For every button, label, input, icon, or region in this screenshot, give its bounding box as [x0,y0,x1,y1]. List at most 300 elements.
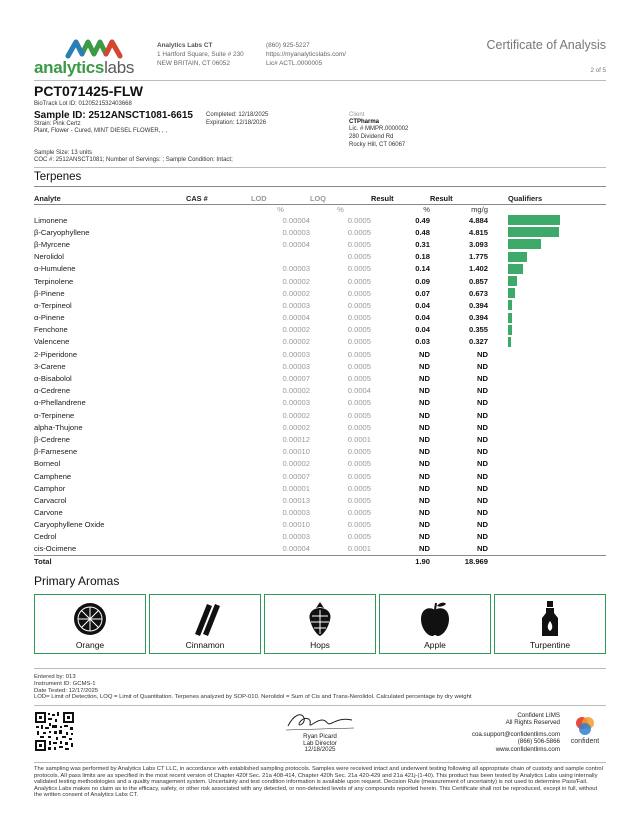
lod-cell: 0.00002 [282,459,310,469]
legend-note: LOD= Limit of Detection, LOQ = Limit of Quantitation. Terpenes analyzed by SOP-010. Nerolidol = Sum of Cis and Trans-Nerolidol. Calculated percentage by dry weight [34,694,472,701]
header-qualifiers: Qualifiers [488,193,606,204]
lod-cell: 0.00001 [282,483,310,493]
result-pct-cell: ND [419,532,430,542]
result-mg-cell: 0.673 [468,288,488,298]
lod-cell: 0.00002 [282,276,310,286]
unit-loq: % [337,204,344,214]
loq-cell: 0.0005 [347,313,371,323]
lims-url[interactable]: www.confidentlims.com [495,745,560,753]
cas-cell [186,494,251,506]
analyte-cell: Carvone [34,508,63,518]
result-mg-cell: ND [477,471,488,481]
analyte-cell: Fenchone [34,325,68,335]
result-mg-cell: 4.815 [468,227,488,237]
cas-cell [186,543,251,555]
qualifier-cell [488,251,606,263]
aroma-card-turpentine [494,594,606,654]
qualifier-cell [488,507,606,519]
result-pct-cell: ND [419,410,430,420]
analyte-cell: Borneol [34,459,61,469]
lod-cell: 0.00010 [282,520,310,530]
aroma-label: Hops [310,640,330,650]
qualifier-cell [488,312,606,324]
qualifier-cell [488,372,606,384]
lab-contact [266,41,346,68]
table-row [34,372,606,384]
cas-cell [186,348,251,360]
sample-id: Sample ID: 2512ANSCT1081-6615 [34,110,193,121]
signature-text [270,734,370,754]
result-pct-cell: 0.48 [415,227,430,237]
result-bar [508,276,517,286]
loq-cell: 0.0005 [347,252,371,262]
qualifier-cell [488,543,606,555]
qualifier-cell [488,458,606,470]
result-bar [508,215,560,225]
cas-cell [186,214,251,226]
result-pct-cell: 0.03 [415,337,430,347]
table-row [34,251,606,263]
units-row [34,204,606,214]
total-mg: 18.969 [430,555,488,567]
table-row [34,385,606,397]
lod-cell: 0.00003 [282,349,310,359]
cas-cell [186,397,251,409]
table-row [34,287,606,299]
table-row [34,543,606,555]
cas-cell [186,470,251,482]
result-mg-cell: 1.402 [468,264,488,274]
divider [34,186,606,187]
result-mg-cell: 1.775 [468,252,488,262]
result-bar [508,264,523,274]
cas-cell [186,482,251,494]
cas-cell [186,458,251,470]
result-pct-cell: 0.04 [415,325,430,335]
lod-cell: 0.00003 [282,398,310,408]
lod-cell: 0.00003 [282,264,310,274]
qualifier-cell [488,397,606,409]
header-result-pct: Result [371,193,430,204]
result-pct-cell: 0.04 [415,300,430,310]
header-result-mg: Result [430,193,488,204]
table-row [34,226,606,238]
result-pct-cell: ND [419,520,430,530]
result-pct-cell: ND [419,374,430,384]
page-number: 2 of 5 [590,67,606,74]
qualifier-cell [488,299,606,311]
table-row [34,238,606,250]
table-row [34,421,606,433]
loq-cell: 0.0005 [347,361,371,371]
qualifier-cell [488,421,606,433]
completed-date: Completed: 12/18/2025 [206,112,269,118]
qualifier-cell [488,324,606,336]
aroma-label: Apple [424,640,446,650]
table-row [34,482,606,494]
loq-cell: 0.0005 [347,337,371,347]
lod-cell: 0.00003 [282,300,310,310]
cas-cell [186,299,251,311]
result-pct-cell: ND [419,422,430,432]
analyte-cell: 3-Carene [34,361,66,371]
analyte-cell: Nerolidol [34,252,64,262]
coc-info: COC #: 2512ANSCT1081; Number of Servings: ; Sample Condition: Intact; [34,157,233,163]
signer-name: Ryan Picard [303,733,337,740]
lims-name: Confident LIMS [517,712,560,719]
loq-cell: 0.0004 [347,386,371,396]
result-mg-cell: ND [477,374,488,384]
apple-icon [415,600,455,638]
loq-cell: 0.0005 [347,215,371,225]
lod-cell: 0.00002 [282,386,310,396]
qualifier-cell [488,482,606,494]
lod-cell: 0.00002 [282,288,310,298]
total-loq [310,555,371,567]
strain: Strain: Pink Certz [34,121,81,127]
lims-email[interactable]: coa.support@confidentlims.com [471,730,560,738]
cas-cell [186,226,251,238]
result-pct-cell: ND [419,398,430,408]
lod-cell: 0.00004 [282,239,310,249]
loq-cell: 0.0005 [347,374,371,384]
qualifier-cell [488,494,606,506]
lab-phone: (860) 925-5227 [266,42,310,49]
lod-cell: 0.00004 [282,313,310,323]
lod-cell: 0.00002 [282,410,310,420]
table-row [34,360,606,372]
table-row [34,312,606,324]
aroma-card-apple [379,594,491,654]
loq-cell: 0.0005 [347,239,371,249]
lims-phone: (866) 506-5866 [517,738,560,746]
aroma-label: Orange [75,640,105,650]
qualifier-cell [488,287,606,299]
cas-cell [186,507,251,519]
result-pct-cell: ND [419,544,430,554]
lab-license: Lic# ACTL.0000005 [266,60,323,67]
client-name: CTPharma [349,119,380,125]
loq-cell: 0.0005 [347,398,371,408]
result-mg-cell: ND [477,349,488,359]
cas-cell [186,251,251,263]
qualifier-cell [488,433,606,445]
result-pct-cell: ND [419,471,430,481]
cas-cell [186,421,251,433]
lab-name: Analytics Labs CT [157,42,213,49]
client-label: Client [349,112,365,118]
confident-logo [564,716,606,750]
result-mg-cell: ND [477,422,488,432]
result-bar [508,288,515,298]
result-mg-cell: ND [477,386,488,396]
loq-cell: 0.0005 [347,325,371,335]
result-mg-cell: ND [477,508,488,518]
header-analyte: Analyte [34,193,186,204]
result-pct-cell: ND [419,361,430,371]
biotrack-lot: BioTrack Lot ID: 0120521532403668 [34,101,132,107]
result-bar [508,252,527,262]
unit-result-pct: % [423,204,430,214]
cas-cell [186,275,251,287]
result-pct-cell: ND [419,349,430,359]
result-mg-cell: 0.355 [468,325,488,335]
qualifier-cell [488,531,606,543]
qualifier-cell [488,263,606,275]
result-mg-cell: ND [477,434,488,444]
test-notes [34,674,472,701]
lod-cell: 0.00012 [282,434,310,444]
qualifier-cell [488,360,606,372]
result-mg-cell: ND [477,495,488,505]
result-pct-cell: ND [419,483,430,493]
cas-cell [186,312,251,324]
cas-cell [186,263,251,275]
client-address-1: 280 Dividend Rd [349,134,394,140]
divider [34,167,606,168]
disclaimer: The sampling was performed by Analytics Labs CT LLC, in accordance with established sampling protocols. Samples were received intact and underwent testing following all appropriate chain of custody and sample control protocols. All pass limits are as specified in the most recent version of Chapter 420f Sec. 21a 408-414, Chapter 420h Sec. 21a 420-429 and 21a 421j-(1-40). This product has been tested by Analytics Labs using internally validated testing methodologies and a quality management system. Uncertainty and test condition information is available upon request. Decision Rule (measurement of uncertainty) is not used to determine Pass/Fail. Analytics Labs makes no claim as to the efficacy, safety, or other risk associated with any detected, or non-detected levels of any compounds reported herein. This Certificate shall not be reproduced, except in full, without the written consent of Analytics Labs CT. [34,766,603,798]
analyte-cell: α-Phellandrene [34,398,86,408]
signed-date: 12/18/2025 [304,746,336,754]
result-mg-cell: 4.884 [468,215,488,225]
confident-wordmark: confident [570,738,600,745]
qualifier-cell [488,214,606,226]
sample-size: Sample Size: 13 units [34,150,93,156]
lod-cell: 0.00004 [282,215,310,225]
terpenes-table [34,193,606,567]
loq-cell: 0.0001 [347,434,371,444]
analyte-cell: cis-Ocimene [34,544,77,554]
result-pct-cell: ND [419,508,430,518]
table-row [34,299,606,311]
table-row [34,470,606,482]
table-row [34,458,606,470]
result-mg-cell: ND [477,544,488,554]
result-bar [508,337,511,347]
confident-logo-icon [575,716,595,736]
loq-cell: 0.0005 [347,483,371,493]
cas-cell [186,287,251,299]
lab-address-1: 1 Hartford Square, Suite # 230 [157,51,244,58]
result-mg-cell: 0.394 [468,300,488,310]
loq-cell: 0.0005 [347,520,371,530]
table-row [34,494,606,506]
result-pct-cell: 0.18 [415,252,430,262]
loq-cell: 0.0005 [347,471,371,481]
total-lod [251,555,310,567]
table-header-row [34,193,606,204]
result-pct-cell: 0.14 [415,264,430,274]
loq-cell: 0.0005 [347,300,371,310]
result-mg-cell: 0.394 [468,313,488,323]
analyte-cell: α-Humulene [34,264,76,274]
analyte-cell: Camphene [34,471,72,481]
lab-info [157,41,244,68]
analyte-cell: β-Caryophyllene [34,227,90,237]
divider [34,668,606,669]
analyte-cell: α-Cedrene [34,386,71,396]
logo-wordmark: analyticslabs [34,58,135,77]
analyte-cell: β-Pinene [34,288,65,298]
cas-cell [186,446,251,458]
cas-cell [186,238,251,250]
total-pct: 1.90 [371,555,430,567]
result-mg-cell: ND [477,532,488,542]
terpenes-title: Terpenes [34,171,82,183]
analyte-cell: 2-Piperidone [34,349,78,359]
aroma-label: Turpentine [529,640,571,650]
cas-cell [186,385,251,397]
result-bar [508,325,512,335]
result-bar [508,239,541,249]
lims-info [472,712,560,753]
analyte-cell: alpha-Thujone [34,422,83,432]
analyte-cell: Limonene [34,215,68,225]
table-row [34,531,606,543]
loq-cell: 0.0005 [347,447,371,457]
sample-type: Plant, Flower - Cured, MINT DIESEL FLOWER, , , [34,128,168,134]
result-pct-cell: 0.09 [415,276,430,286]
total-q [488,555,606,567]
loq-cell: 0.0005 [347,276,371,286]
analyte-cell: Caryophyllene Oxide [34,520,105,530]
result-pct-cell: 0.31 [415,239,430,249]
cas-cell [186,531,251,543]
table-row [34,336,606,348]
aromas-row [34,594,606,654]
result-pct-cell: ND [419,447,430,457]
lod-cell: 0.00002 [282,325,310,335]
result-pct-cell: ND [419,459,430,469]
table-row [34,263,606,275]
analyte-cell: β-Cedrene [34,434,71,444]
lab-url[interactable]: https://myanalyticslabs.com/ [266,51,346,58]
loq-cell: 0.0005 [347,410,371,420]
loq-cell: 0.0005 [347,459,371,469]
lims-rights: All Rights Reserved [505,719,560,727]
table-row [34,409,606,421]
result-pct-cell: ND [419,434,430,444]
result-mg-cell: 0.857 [468,276,488,286]
table-row [34,348,606,360]
total-row [34,555,606,567]
signature-block [270,706,370,756]
result-bar [508,300,512,310]
result-pct-cell: 0.49 [415,215,430,225]
qr-code-icon[interactable] [34,711,75,752]
cas-cell [186,519,251,531]
result-pct-cell: ND [419,386,430,396]
table-row [34,446,606,458]
qualifier-cell [488,238,606,250]
qualifier-cell [488,385,606,397]
qualifier-cell [488,470,606,482]
result-mg-cell: 0.327 [468,337,488,347]
aroma-card-cinnamon [149,594,261,654]
signature-icon [282,708,358,734]
analyte-cell: β-Myrcene [34,239,71,249]
table-row [34,397,606,409]
table-row [34,433,606,445]
signer-title: Lab Director [303,739,337,747]
hops-icon [300,600,340,638]
lod-cell: 0.00007 [282,374,310,384]
lod-cell: 0.00003 [282,532,310,542]
table-row [34,214,606,226]
result-mg-cell: 3.093 [468,239,488,249]
analyte-cell: α-Pinene [34,313,65,323]
loq-cell: 0.0005 [347,349,371,359]
analyte-cell: α-Terpineol [34,300,72,310]
lod-cell: 0.00003 [282,508,310,518]
loq-cell: 0.0005 [347,227,371,237]
loq-cell: 0.0005 [347,495,371,505]
lod-cell: 0.00010 [282,447,310,457]
qualifier-cell [488,336,606,348]
table-row [34,275,606,287]
header-cas: CAS # [186,193,251,204]
analyte-cell: Valencene [34,337,70,347]
lod-cell [251,251,310,263]
result-pct-cell: 0.07 [415,288,430,298]
aroma-card-orange [34,594,146,654]
loq-cell: 0.0005 [347,264,371,274]
loq-cell: 0.0005 [347,508,371,518]
divider [34,80,606,81]
qualifier-cell [488,226,606,238]
document-title: Certificate of Analysis [486,38,606,52]
divider [34,762,606,763]
loq-cell: 0.0001 [347,544,371,554]
analyte-cell: Cedrol [34,532,57,542]
result-mg-cell: ND [477,483,488,493]
table-row [34,324,606,336]
lab-address-2: NEW BRITAIN, CT 06052 [157,60,230,67]
qualifier-cell [488,519,606,531]
result-pct-cell: ND [419,495,430,505]
cinnamon-icon [185,600,225,638]
aroma-label: Cinnamon [185,640,225,650]
lod-cell: 0.00007 [282,471,310,481]
client-address-2: Rocky Hill, CT 06067 [349,142,406,148]
result-mg-cell: ND [477,398,488,408]
total-cas [186,555,251,567]
product-id: PCT071425-FLW [34,83,143,99]
lod-cell: 0.00013 [282,495,310,505]
header-lod: LOD [251,193,310,204]
result-mg-cell: ND [477,459,488,469]
result-bar [508,227,559,237]
result-bar [508,313,512,323]
cas-cell [186,324,251,336]
aromas-title: Primary Aromas [34,574,120,588]
table-row [34,519,606,531]
result-mg-cell: ND [477,361,488,371]
lod-cell: 0.00002 [282,337,310,347]
date-tested: Date Tested: 12/17/2025 [34,687,99,694]
table-row [34,507,606,519]
entered-by: Entered by: 013 [34,674,76,680]
analyte-cell: Carvacrol [34,495,67,505]
lod-cell: 0.00003 [282,361,310,371]
loq-cell: 0.0005 [347,288,371,298]
analyte-cell: α-Bisabolol [34,374,72,384]
result-mg-cell: ND [477,410,488,420]
analyte-cell: Terpinolene [34,276,74,286]
loq-cell: 0.0005 [347,532,371,542]
client-license: Lic. # MMPR.0000002 [349,126,409,132]
qualifier-cell [488,275,606,287]
